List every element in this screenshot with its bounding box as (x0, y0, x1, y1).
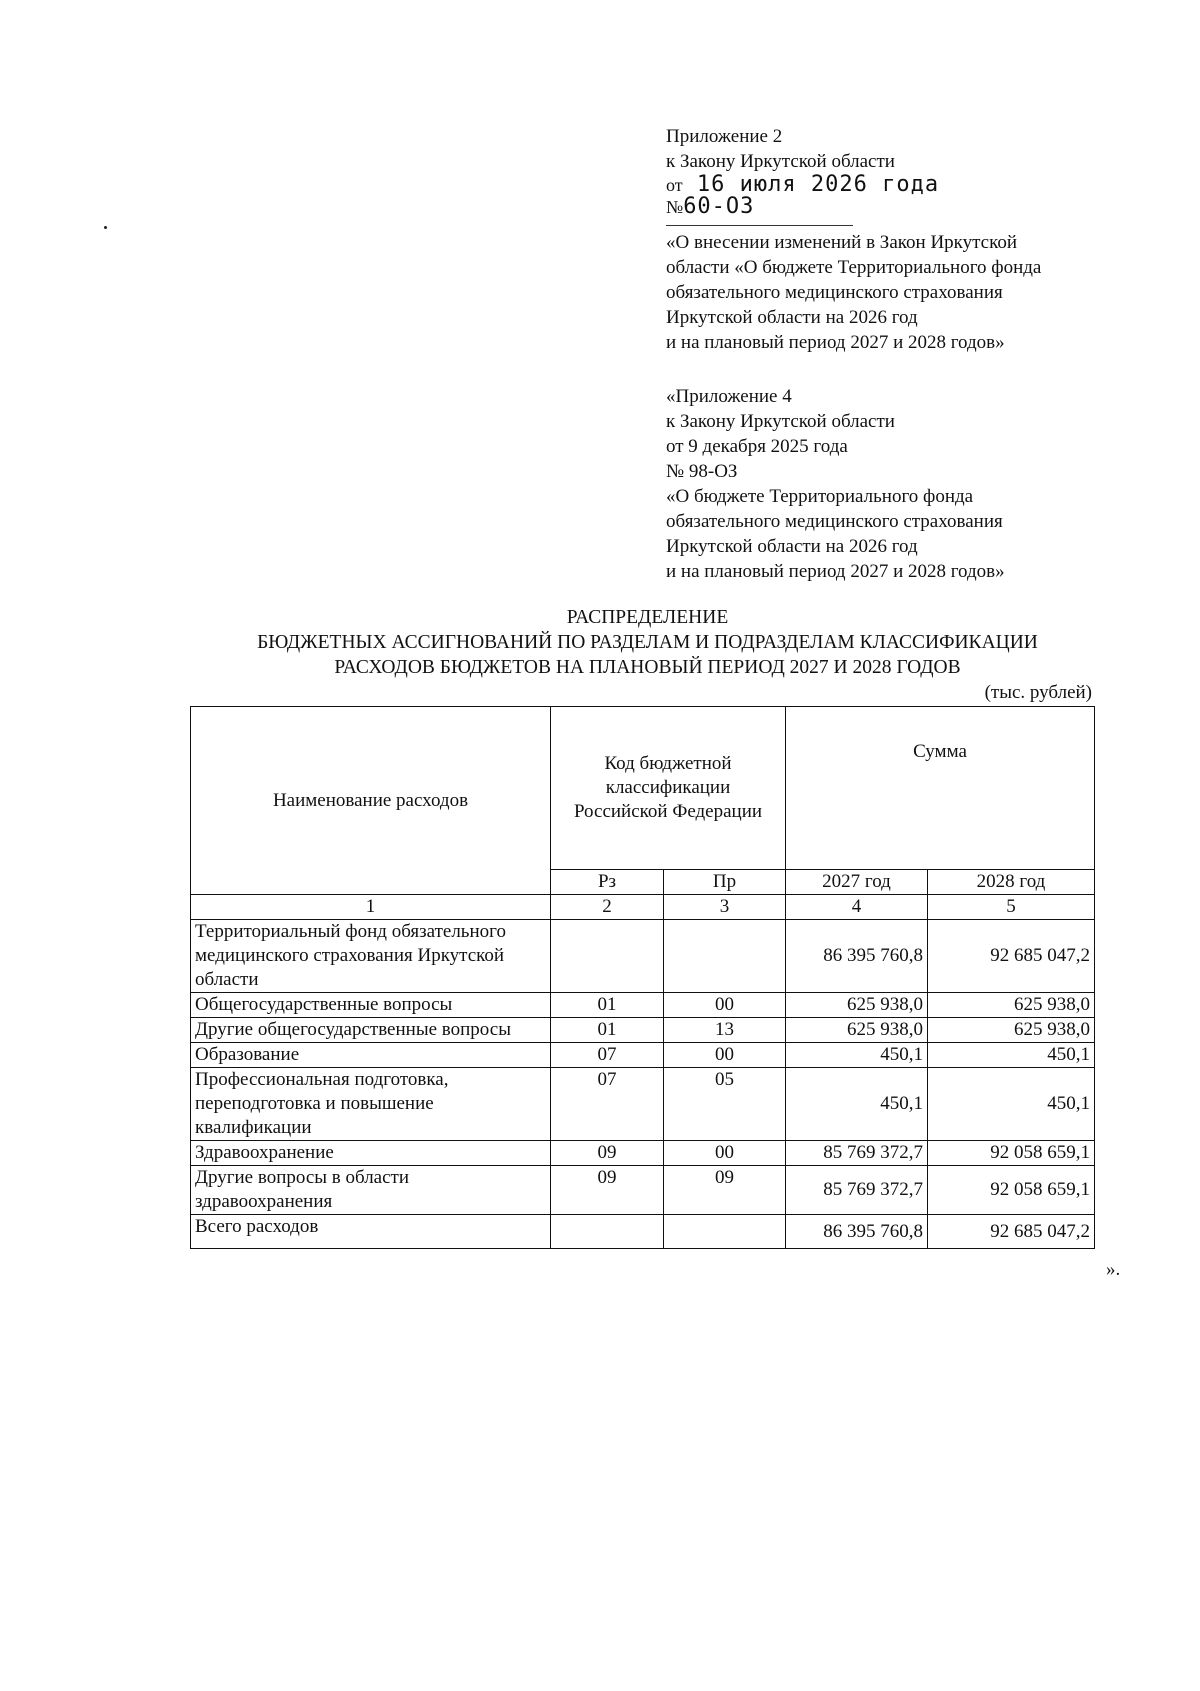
row-name-line: переподготовка и повышение (195, 1093, 434, 1114)
row-pr (664, 920, 786, 993)
row-rz (551, 920, 664, 993)
table-row (191, 1018, 1095, 1043)
title-line: БЮДЖЕТНЫХ АССИГНОВАНИЙ ПО РАЗДЕЛАМ И ПОДРАЗДЕЛАМ КЛАССИФИКАЦИИ (257, 632, 1038, 653)
appendix-2-number (666, 196, 939, 218)
appendix-4-line: от 9 декабря 2025 года (666, 436, 848, 457)
row-name-line: здравоохранения (195, 1191, 333, 1212)
number-label: № (666, 197, 684, 217)
row-name (191, 1141, 551, 1166)
appendix-4-line: «Приложение 4 (666, 386, 792, 407)
subject-line: обязательного медицинского страхования (666, 282, 1003, 303)
row-2027: 85 769 372,7 (786, 1166, 928, 1215)
row-rz: 07 (551, 1043, 664, 1068)
row-2027: 450,1 (786, 1068, 928, 1141)
table-row-total (191, 1215, 1095, 1249)
table-row (191, 1068, 1095, 1141)
header-sum (786, 707, 1095, 870)
table-row (191, 993, 1095, 1018)
row-2027: 625 938,0 (786, 1018, 928, 1043)
header-sum-text: Сумма (913, 741, 967, 762)
row-rz: 07 (551, 1068, 664, 1141)
row-name (191, 993, 551, 1018)
title-line: РАСПРЕДЕЛЕНИЕ (566, 607, 729, 628)
row-name-line: Другие общегосударственные вопросы (195, 1019, 511, 1040)
header-name: Наименование расходов (191, 707, 551, 895)
row-name-line: Общегосударственные вопросы (195, 994, 453, 1015)
column-number: 5 (928, 895, 1095, 920)
row-2028: 625 938,0 (928, 993, 1095, 1018)
header-pr: Пр (664, 870, 786, 895)
row-name-line: квалификации (195, 1117, 312, 1138)
number-value: 60-ОЗ (683, 194, 755, 219)
row-pr: 00 (664, 1043, 786, 1068)
appendix-2-law: к Закону Иркутской области (666, 151, 895, 172)
row-2027: 85 769 372,7 (786, 1141, 928, 1166)
row-2028: 450,1 (928, 1043, 1095, 1068)
subject-line: Иркутской области на 2026 год (666, 307, 918, 328)
header-code-line: Код бюджетной (604, 753, 732, 774)
header-code-line: классификации (605, 777, 731, 798)
row-pr: 09 (664, 1166, 786, 1215)
units-label: (тыс. рублей) (984, 682, 1092, 703)
row-name (191, 1166, 551, 1215)
subject-line: «О внесении изменений в Закон Иркутской (666, 232, 1018, 253)
column-number: 3 (664, 895, 786, 920)
appendix-2-date (666, 174, 939, 196)
budget-table (190, 706, 1095, 1249)
row-rz (551, 1215, 664, 1249)
row-name-line: медицинского страхования Иркутской (195, 945, 505, 966)
closing-quote: ». (1106, 1259, 1121, 1280)
column-number: 2 (551, 895, 664, 920)
appendix-2-label: Приложение 2 (666, 126, 783, 147)
appendix-4-line: к Закону Иркутской области (666, 411, 895, 432)
row-pr: 00 (664, 993, 786, 1018)
row-pr: 00 (664, 1141, 786, 1166)
row-name (191, 1215, 551, 1249)
row-name-line: Образование (195, 1044, 300, 1065)
row-pr (664, 1215, 786, 1249)
row-name (191, 920, 551, 993)
table-row (191, 1043, 1095, 1068)
appendix-4-line: обязательного медицинского страхования (666, 511, 1003, 532)
date-label: от (666, 175, 683, 195)
number-underline (666, 225, 853, 226)
row-2028: 92 058 659,1 (928, 1141, 1095, 1166)
row-2028: 450,1 (928, 1068, 1095, 1141)
table-row (191, 920, 1095, 993)
row-pr: 05 (664, 1068, 786, 1141)
row-rz: 01 (551, 993, 664, 1018)
title-line: РАСХОДОВ БЮДЖЕТОВ НА ПЛАНОВЫЙ ПЕРИОД 2027 И 2028 ГОДОВ (334, 657, 961, 678)
header-2028: 2028 год (928, 870, 1095, 895)
column-number: 1 (191, 895, 551, 920)
row-name-line: Другие вопросы в области (195, 1167, 410, 1188)
row-2027: 86 395 760,8 (786, 920, 928, 993)
appendix-4-line: «О бюджете Территориального фонда (666, 486, 974, 507)
row-rz: 09 (551, 1166, 664, 1215)
row-2027: 625 938,0 (786, 993, 928, 1018)
subject-line: и на плановый период 2027 и 2028 годов» (666, 332, 1005, 353)
row-2028: 92 058 659,1 (928, 1166, 1095, 1215)
row-name-line: Здравоохранение (195, 1142, 334, 1163)
row-name (191, 1018, 551, 1043)
appendix-4-line: Иркутской области на 2026 год (666, 536, 918, 557)
row-2027: 86 395 760,8 (786, 1215, 928, 1249)
row-name-line: Всего расходов (195, 1216, 319, 1237)
row-name-line: Территориальный фонд обязательного (195, 921, 506, 942)
subject-line: области «О бюджете Территориального фонда (666, 257, 1042, 278)
row-rz: 09 (551, 1141, 664, 1166)
date-value: 16 июля 2026 года (696, 172, 940, 197)
appendix-4-line: и на плановый период 2027 и 2028 годов» (666, 561, 1005, 582)
header-rz: Рз (551, 870, 664, 895)
table-row (191, 1166, 1095, 1215)
row-2028: 625 938,0 (928, 1018, 1095, 1043)
appendix-4-line: № 98-ОЗ (666, 461, 738, 482)
row-name-line: Профессиональная подготовка, (195, 1069, 449, 1090)
row-2028: 92 685 047,2 (928, 1215, 1095, 1249)
row-2028: 92 685 047,2 (928, 920, 1095, 993)
table-row (191, 1141, 1095, 1166)
row-name (191, 1068, 551, 1141)
column-number: 4 (786, 895, 928, 920)
row-pr: 13 (664, 1018, 786, 1043)
stray-dot (104, 226, 107, 229)
document-title (180, 605, 1115, 680)
header-2027: 2027 год (786, 870, 928, 895)
appendix-4-header (666, 384, 1005, 584)
row-2027: 450,1 (786, 1043, 928, 1068)
appendix-2-header (666, 124, 939, 218)
header-code (551, 707, 786, 870)
row-rz: 01 (551, 1018, 664, 1043)
row-name-line: области (195, 969, 259, 990)
appendix-2-subject (666, 230, 1041, 355)
row-name (191, 1043, 551, 1068)
header-code-line: Российской Федерации (573, 801, 763, 822)
